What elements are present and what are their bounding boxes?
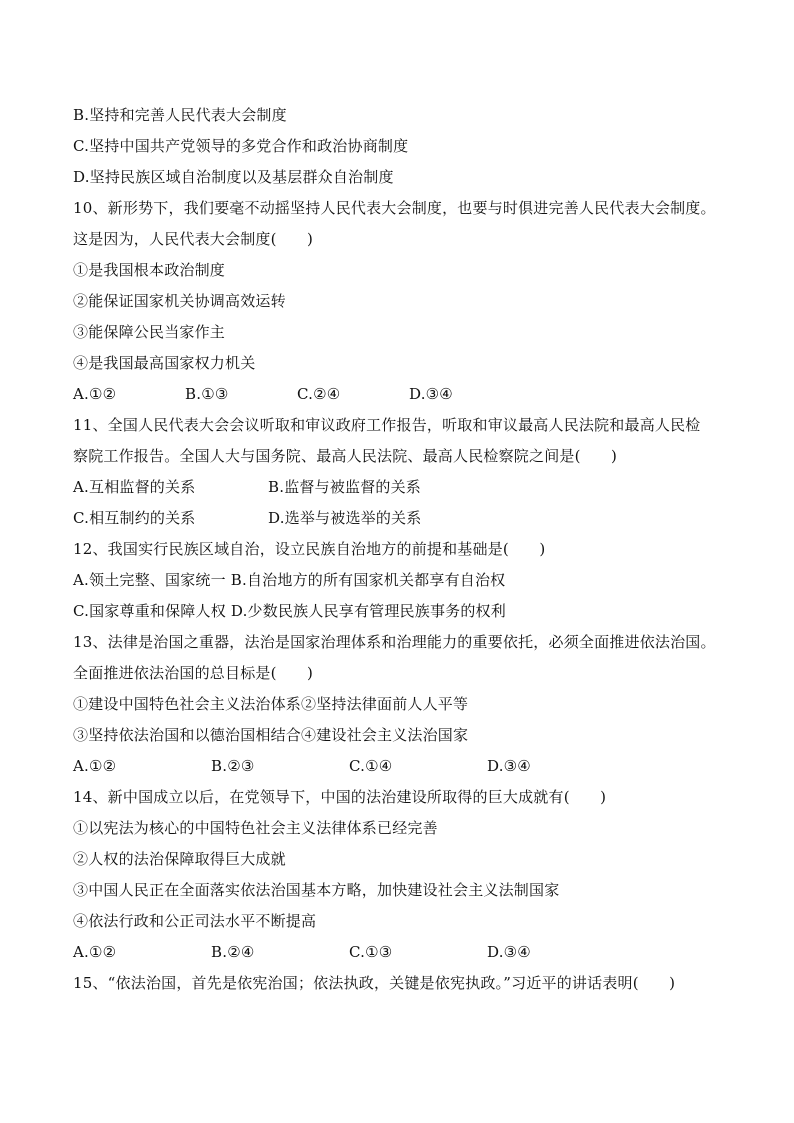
q12-option-a: A.领土完整、国家统一 [73, 571, 226, 589]
q12-option-c: C.国家尊重和保障人权 [73, 602, 226, 620]
exam-page [73, 100, 733, 999]
q9-option-d: D.坚持民族区域自治制度以及基层群众自治制度 [73, 168, 394, 186]
q12-options-row1 [73, 565, 733, 596]
q11-option-c: C.相互制约的关系 [73, 509, 196, 527]
q10-options [73, 379, 733, 410]
q11-options-row2 [73, 503, 733, 534]
q14-option-c: C.①③ [349, 943, 393, 961]
q14-statement-1: ①以宪法为核心的中国特色社会主义法律体系已经完善 [73, 819, 438, 837]
q13-stem-line1: 13、法律是治国之重器，法治是国家治理体系和治理能力的重要依托，必须全面推进依法治国。 [73, 633, 716, 651]
q11-option-b: B.监督与被监督的关系 [268, 478, 421, 496]
q15-stem: 15、“依法治国，首先是依宪治国；依法执政，关键是依宪执政。”习近平的讲话表明( ) [73, 974, 676, 992]
q10-option-d: D.③④ [409, 385, 453, 403]
q11-stem-line1: 11、全国人民代表大会会议听取和审议政府工作报告，听取和审议最高人民法院和最高人民检 [73, 416, 701, 434]
q11-option-d: D.选举与被选举的关系 [268, 509, 422, 527]
q14-option-b: B.②④ [211, 943, 255, 961]
q13-option-a: A.①② [73, 757, 117, 775]
q11-option-a: A.互相监督的关系 [73, 478, 196, 496]
q11-options-row1 [73, 472, 733, 503]
q9-option-b: B.坚持和完善人民代表大会制度 [73, 106, 287, 124]
q13-stem-line2: 全面推进依法治国的总目标是( ) [73, 664, 314, 682]
q10-statement-1: ①是我国根本政治制度 [73, 261, 226, 279]
q10-option-b: B.①③ [185, 385, 229, 403]
q13-option-c: C.①④ [349, 757, 393, 775]
q12-option-d: D.少数民族人民享有管理民族事务的权利 [230, 602, 506, 620]
q13-options [73, 751, 733, 782]
q13-statements-3-4: ③坚持依法治国和以德治国相结合④建设社会主义法治国家 [73, 726, 469, 744]
q10-option-c: C.②④ [297, 385, 341, 403]
q14-options [73, 937, 733, 968]
q10-statement-3: ③能保障公民当家作主 [73, 323, 226, 341]
q10-statement-4: ④是我国最高国家权力机关 [73, 354, 256, 372]
q13-option-d: D.③④ [487, 757, 531, 775]
q10-stem-line1: 10、新形势下，我们要毫不动摇坚持人民代表大会制度，也要与时俱进完善人民代表大会制度。 [73, 199, 716, 217]
q14-stem: 14、新中国成立以后，在党领导下，中国的法治建设所取得的巨大成就有( ) [73, 788, 607, 806]
q14-option-d: D.③④ [487, 943, 531, 961]
q10-statement-2: ②能保证国家机关协调高效运转 [73, 292, 286, 310]
q14-statement-3: ③中国人民正在全面落实依法治国基本方略，加快建设社会主义法制国家 [73, 881, 560, 899]
q9-option-c: C.坚持中国共产党领导的多党合作和政治协商制度 [73, 137, 409, 155]
q14-statement-4: ④依法行政和公正司法水平不断提高 [73, 912, 317, 930]
q14-statement-2: ②人权的法治保障取得巨大成就 [73, 850, 286, 868]
q13-statements-1-2: ①建设中国特色社会主义法治体系②坚持法律面前人人平等 [73, 695, 469, 713]
q14-option-a: A.①② [73, 943, 117, 961]
q12-stem: 12、我国实行民族区域自治，设立民族自治地方的前提和基础是( ) [73, 540, 546, 558]
q11-stem-line2: 察院工作报告。全国人大与国务院、最高人民法院、最高人民检察院之间是( ) [73, 447, 618, 465]
q13-option-b: B.②③ [211, 757, 255, 775]
q12-option-b: B.自治地方的所有国家机关都享有自治权 [230, 571, 506, 589]
q12-options-row2 [73, 596, 733, 627]
q10-stem-line2: 这是因为，人民代表大会制度( ) [73, 230, 314, 248]
q10-option-a: A.①② [73, 385, 117, 403]
